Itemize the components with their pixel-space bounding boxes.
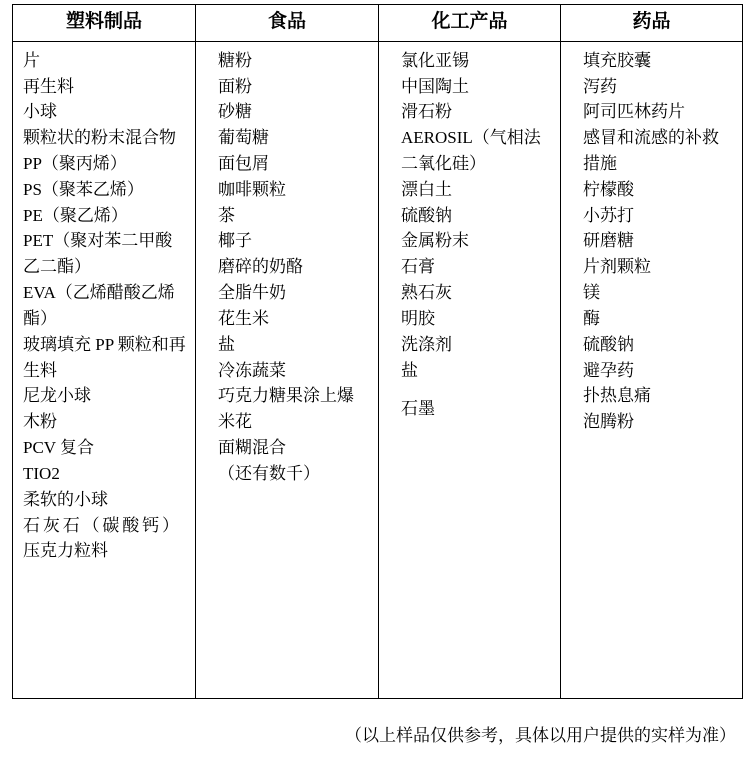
document-page (0, 4, 750, 758)
list-item: 柔软的小球 (23, 489, 108, 509)
list-item: 冷冻蔬菜 (218, 360, 286, 380)
list-item: 磨碎的奶酪 (218, 257, 303, 277)
list-item: PCV 复合 (23, 438, 95, 458)
list-item: 压克力粒料 (23, 541, 108, 561)
footnote-text: （以上样品仅供参考，具体以用户提供的实样为准） (345, 726, 736, 746)
list-item: 洗涤剂 (401, 334, 452, 354)
list-item: 阿司匹林药片 (583, 102, 685, 122)
plastics-list (13, 48, 195, 565)
list-item: 片 (23, 50, 40, 70)
list-item: 石膏 (401, 257, 435, 277)
column-header-food: 食品 (196, 5, 379, 42)
list-item: 中国陶土 (401, 76, 469, 96)
table-body-row (13, 41, 743, 698)
list-item: 巧克力糖果涂上爆米花 (218, 386, 354, 432)
list-item: 面糊混合 (218, 438, 286, 458)
list-item: 小球 (23, 102, 57, 122)
cell-pharma (561, 41, 743, 698)
food-list (196, 48, 378, 487)
list-item: 氯化亚锡 (401, 50, 469, 70)
list-item: 镁 (583, 283, 600, 303)
column-header-pharma: 药品 (561, 5, 743, 42)
list-item: 研磨糖 (583, 231, 634, 251)
list-item: （还有数千） (218, 463, 320, 483)
list-item: 盐 (401, 360, 418, 380)
list-item: EVA（乙烯醋酸乙烯酯） (23, 283, 175, 328)
list-item: 酶 (583, 308, 600, 328)
list-item: 泻药 (583, 76, 617, 96)
column-header-plastics: 塑料制品 (13, 5, 196, 42)
pharma-list (561, 48, 742, 435)
list-item: 金属粉末 (401, 231, 469, 251)
list-item: 尼龙小球 (23, 386, 91, 406)
list-spacer (379, 383, 560, 396)
list-item: 咖啡颗粒 (218, 179, 286, 199)
list-item: 石灰石（碳酸钙） (23, 515, 179, 535)
list-item: PP（聚丙烯） (23, 154, 127, 173)
list-item: 再生料 (23, 76, 74, 96)
list-item: 片剂颗粒 (583, 257, 651, 277)
list-item: 小苏打 (583, 205, 634, 225)
list-item: 椰子 (218, 231, 252, 251)
list-item: 硫酸钠 (401, 205, 452, 225)
list-item: 颗粒状的粉末混合物 (23, 128, 176, 148)
list-item: PET（聚对苯二甲酸乙二酯） (23, 231, 173, 277)
list-item: 糖粉 (218, 50, 252, 70)
list-item: 玻璃填充 PP 颗粒和再生料 (23, 334, 186, 380)
list-item: 木粉 (23, 412, 57, 432)
list-item: 全脂牛奶 (218, 283, 286, 303)
chemicals-list (379, 48, 560, 423)
cell-chemicals (379, 41, 561, 698)
list-item: 感冒和流感的补救措施 (583, 128, 719, 173)
cell-food (196, 41, 379, 698)
list-item: 扑热息痛 (583, 386, 651, 406)
list-item: 泡腾粉 (583, 412, 634, 432)
list-item: 面粉 (218, 76, 252, 96)
list-item: 明胶 (401, 308, 435, 328)
list-item: 砂糖 (218, 102, 252, 122)
table-header-row (13, 5, 743, 42)
list-item: 柠檬酸 (583, 179, 634, 199)
cell-plastics (13, 41, 196, 698)
list-item: 茶 (218, 205, 235, 225)
sample-materials-table (12, 4, 743, 699)
list-item: TIO2 (23, 463, 60, 483)
list-item: 石墨 (401, 399, 435, 419)
list-item: 盐 (218, 334, 235, 354)
list-item: 滑石粉 (401, 102, 452, 122)
list-item: PE（聚乙烯） (23, 205, 128, 225)
list-item: 花生米 (218, 308, 269, 328)
column-header-chemicals: 化工产品 (379, 5, 561, 42)
list-item: 避孕药 (583, 360, 634, 380)
list-item: 填充胶囊 (583, 50, 651, 70)
list-item: 面包屑 (218, 154, 269, 173)
list-item: 硫酸钠 (583, 334, 634, 354)
list-item: 漂白土 (401, 179, 452, 199)
list-item: 熟石灰 (401, 283, 452, 303)
list-item: 葡萄糖 (218, 128, 269, 148)
list-item: AEROSIL（气相法二氧化硅） (401, 128, 541, 173)
list-item: PS（聚苯乙烯） (23, 179, 144, 199)
